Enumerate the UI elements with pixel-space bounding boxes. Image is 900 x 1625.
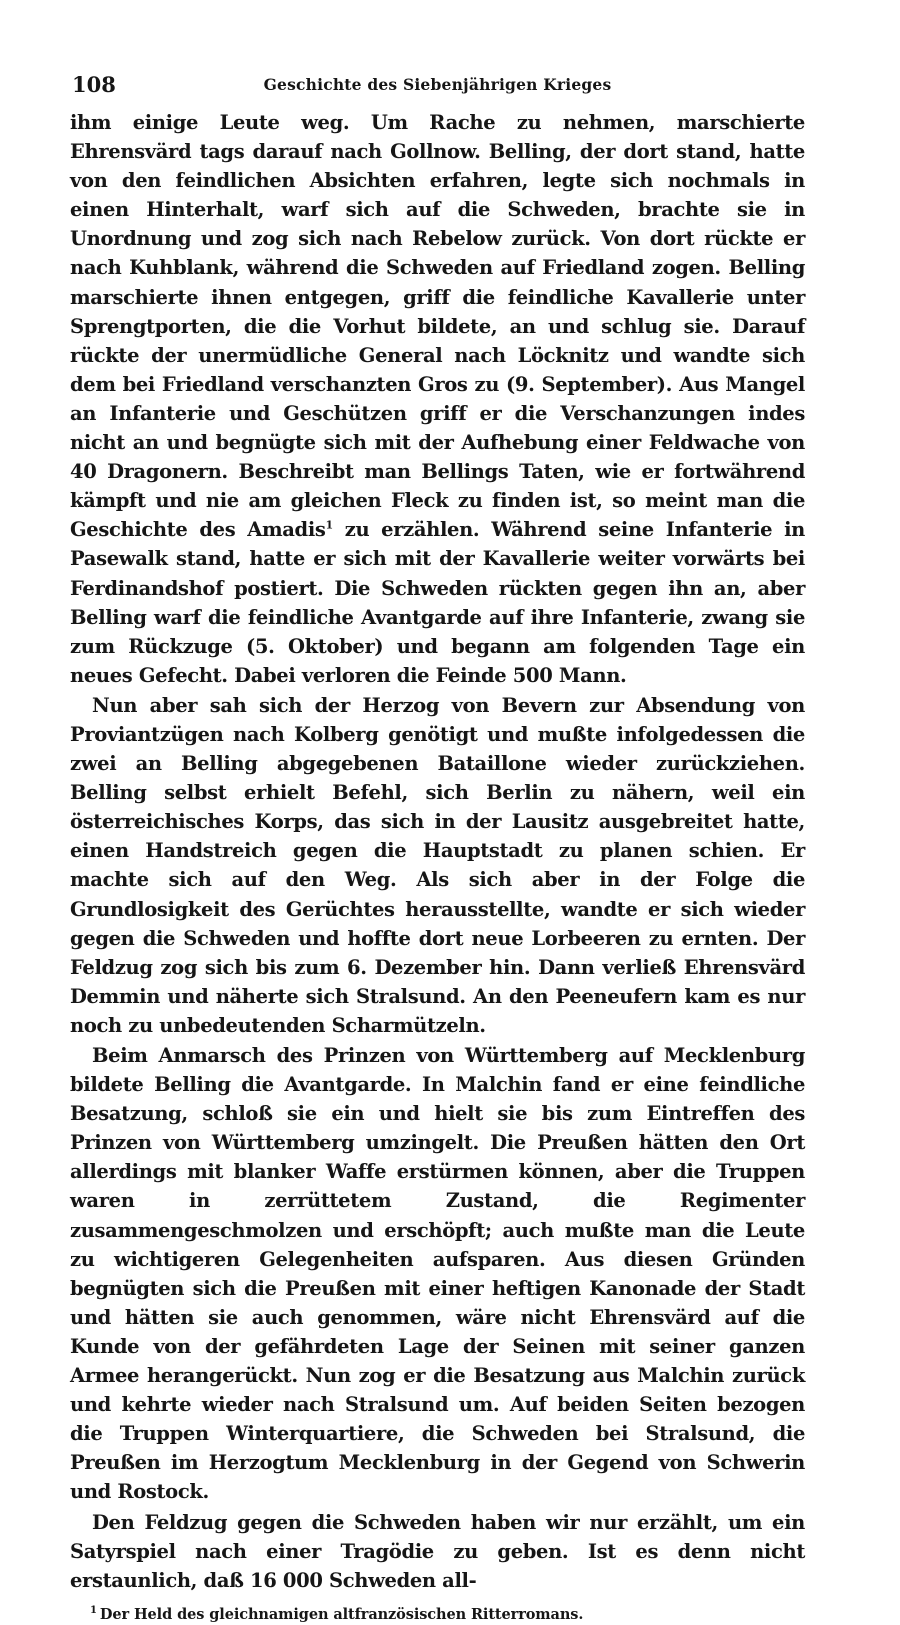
page-header bbox=[70, 72, 805, 108]
book-page bbox=[70, 72, 805, 1625]
footnote-marker: 1 bbox=[90, 1604, 97, 1616]
page-number: 108 bbox=[72, 72, 116, 97]
footnote bbox=[70, 1605, 805, 1625]
paragraph-4: Den Feldzug gegen die Schweden haben wir nur erzählt, um ein Satyrspiel nach einer Tragödie zu geben. Ist es denn nicht erstaunlich, daß 16 000 Schweden all- bbox=[70, 1510, 805, 1592]
paragraph-2: Nun aber sah sich der Herzog von Bevern zur Absendung von Proviantzügen nach Kolberg genötigt und mußte infolgedessen die zwei an Belling abgegebenen Bataillone wieder zurückziehen. Belling selbst erhielt Befehl, sich Berlin zu nähern, weil ein österreichisches Korps, das sich in der Lausitz ausgebreitet hatte, einen Handstreich gegen die Hauptstadt zu planen schien. Er machte sich auf den Weg. Als sich aber in der Folge die Grundlosigkeit des Gerüchtes herausstellte, wandte er sich wieder gegen die Schweden und hoffte dort neue Lorbeeren zu ernten. Der Feldzug zog sich bis zum 6. Dezember hin. Dann verließ Ehrensvärd Demmin und näherte sich Stralsund. An den Peeneufern kam es nur noch zu unbedeutenden Scharmützeln. bbox=[70, 693, 805, 1037]
footnote-text: Der Held des gleichnamigen altfranzösischen Ritterromans. bbox=[99, 1605, 584, 1623]
footnote-reference: 1 bbox=[325, 518, 333, 532]
paragraph-3: Beim Anmarsch des Prinzen von Württemberg auf Mecklenburg bildete Belling die Avantgarde. In Malchin fand er eine feindliche Besatzung, schloß sie ein und hielt sie bis zum Eintreffen des Prinzen von Württemberg umzingelt. Die Preußen hätten den Ort allerdings mit blanker Waffe erstürmen können, aber die Truppen waren in zerrüttetem Zustand, die Regimenter zusammengeschmolzen und erschöpft; auch mußte man die Leute zu wichtigeren Gelegenheiten aufsparen. Aus diesen Gründen begnügten sich die Preußen mit einer heftigen Kanonade der Stadt und hätten sie auch genommen, wäre nicht Ehrensvärd auf die Kunde von der gefährdeten Lage der Seinen mit seiner ganzen Armee herangerückt. Nun zog er die Besatzung aus Malchin zurück und kehrte wieder nach Stralsund um. Auf beiden Seiten bezogen die Truppen Winterquartiere, die Schweden bei Stralsund, die Preußen im Herzogtum Mecklenburg in der Gegend von Schwerin und Rostock. bbox=[70, 1044, 805, 1504]
running-title: Geschichte des Siebenjährigen Krieges bbox=[263, 75, 612, 94]
paragraph-1-text-b: zu erzählen. Während seine Infanterie in Pasewalk stand, hatte er sich mit der Kavallerie weiter vorwärts bei Ferdinandshof postiert. Die Schweden rückten gegen ihn an, aber Belling warf die feindliche Avantgarde auf ihre Infanterie, zwang sie zum Rückzuge (5. Oktober) und begann am folgenden Tage ein neues Gefecht. Dabei verloren die Feinde 500 Mann. bbox=[70, 518, 805, 687]
body-text bbox=[70, 108, 805, 1595]
paragraph-1 bbox=[70, 108, 805, 690]
paragraph-1-text-a: ihm einige Leute weg. Um Rache zu nehmen, marschierte Ehrensvärd tags darauf nach Gollnow. Belling, der dort stand, hatte von den feindlichen Absichten erfahren, legte sich nochmals in einen Hinterhalt, warf sich auf die Schweden, brachte sie in Unordnung und zog sich nach Rebelow zurück. Von dort rückte er nach Kuhblank, während die Schweden auf Friedland zogen. Belling marschierte ihnen entgegen, griff die feindliche Kavallerie unter Sprengtporten, die die Vorhut bildete, an und schlug sie. Darauf rückte der unermüdliche General nach Löcknitz und wandte sich dem bei Friedland verschanzten Gros zu (9. September). Aus Mangel an Infanterie und Geschützen griff er die Verschanzungen indes nicht an und begnügte sich mit der Aufhebung einer Feldwache von 40 Dragonern. Beschreibt man Bellings Taten, wie er fortwährend kämpft und nie am gleichen Fleck zu finden ist, so meint man die Geschichte des Amadis bbox=[70, 111, 805, 542]
